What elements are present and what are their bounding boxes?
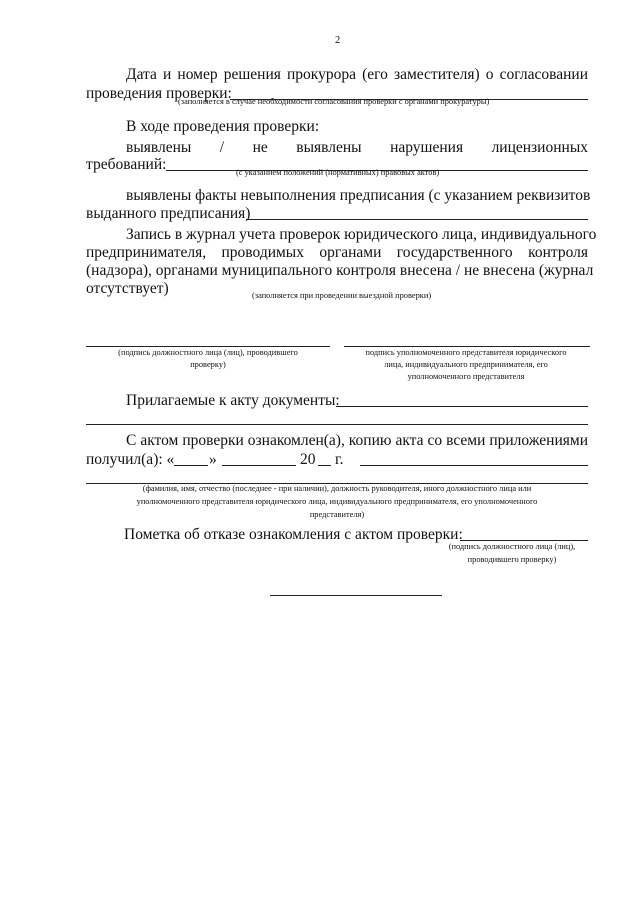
received-day-line <box>174 465 208 466</box>
decision-line-1: Дата и номер решения прокурора (его заместителя) о согласовании <box>126 66 588 83</box>
inspection-heading: В ходе проведения проверки: <box>126 118 320 135</box>
decision-line-2: проведения проверки: <box>86 85 232 102</box>
journal-line-4: отсутствует) <box>86 280 169 297</box>
received-quote-close: » <box>209 451 217 468</box>
acquainted-note-3: представителя) <box>309 510 365 519</box>
inspector-signature-note-1: (подпись должностного лица (лиц), проводившего <box>118 348 298 357</box>
decision-note: (заполняется в случае необходимости согласования проверки с органами прокуратуры) <box>178 97 490 106</box>
word-not: не <box>252 139 268 156</box>
acquainted-line-1: С актом проверки ознакомлен(а), копию акта со всеми приложениями <box>126 432 588 449</box>
requirements-label: требований: <box>86 156 167 173</box>
representative-signature-note-1: подпись уполномоченного представителя юридического <box>365 348 567 357</box>
received-year-prefix: 20 <box>300 451 316 468</box>
acquainted-note-2: уполномоченного представителя юридического лица, индивидуального предпринимателя, его уполномоченного <box>136 497 538 506</box>
representative-signature-line <box>344 346 590 347</box>
word-violations: нарушения <box>390 139 464 156</box>
refusal-note-1: (подпись должностного лица (лиц), <box>448 542 576 551</box>
received-prefix: получил(а): « <box>86 451 175 468</box>
journal-line-2: предпринимателя, проводимых органами государственного контроля <box>86 244 588 261</box>
orders-fill-line <box>246 219 588 220</box>
attached-fill-line-1 <box>336 406 588 407</box>
refusal-label: Пометка об отказе ознакомления с актом проверки: <box>124 526 463 543</box>
page-number: 2 <box>335 35 341 46</box>
word-slash: / <box>219 139 225 156</box>
journal-note: (заполняется при проведении выездной проверки) <box>252 291 432 300</box>
requirements-note: (с указанием положений (нормативных) правовых актов) <box>236 168 440 177</box>
orders-line-1: выявлены факты невыполнения предписания (с указанием реквизитов <box>126 187 591 204</box>
word-revealed: выявлены <box>126 139 192 156</box>
closing-separator <box>270 595 442 596</box>
orders-line-2: выданного предписания) <box>86 205 251 222</box>
violations-row <box>126 139 588 157</box>
received-month-line <box>222 465 296 466</box>
representative-signature-note-3: уполномоченного представителя <box>407 372 525 381</box>
journal-line-3: (надзора), органами муниципального контроля внесена / не внесена (журнал <box>86 262 594 279</box>
word-license: лицензионных <box>491 139 588 156</box>
inspector-signature-note-2: проверку) <box>190 360 226 369</box>
received-name-line <box>360 465 588 466</box>
word-revealed-2: выявлены <box>296 139 362 156</box>
inspector-signature-line <box>86 346 330 347</box>
refusal-fill-line <box>460 540 588 541</box>
received-year-line <box>318 465 331 466</box>
received-year-suffix: г. <box>335 451 344 468</box>
acquainted-note-1: (фамилия, имя, отчество (последнее - при наличии), должность руководителя, иного должностного лица или <box>142 484 532 493</box>
attached-fill-line-2 <box>86 424 588 425</box>
attached-documents-label: Прилагаемые к акту документы: <box>126 392 340 409</box>
representative-signature-note-2: лица, индивидуального предпринимателя, его <box>384 360 548 369</box>
journal-line-1: Запись в журнал учета проверок юридического лица, индивидуального <box>126 226 597 243</box>
refusal-note-2: проводившего проверку) <box>467 555 557 564</box>
